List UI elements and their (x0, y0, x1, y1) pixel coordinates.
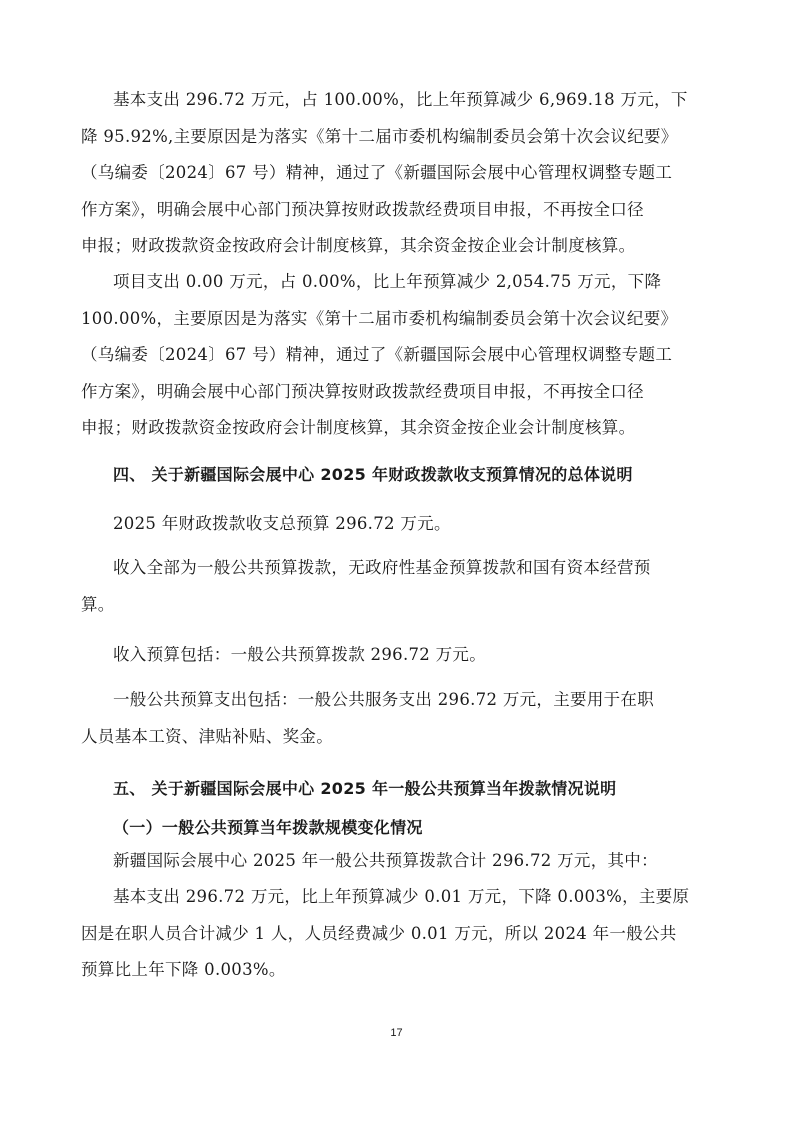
text-line: 基本支出 296.72 万元，占 100.00%，比上年预算减少 6,969.18 万元，下 (113, 90, 688, 109)
paragraph-general-expenditure (81, 682, 701, 755)
text-line: 作方案》，明确会展中心部门预决算按财政拨款经费项目申报，不再按全口径 (81, 199, 644, 219)
paragraph-basic-expenditure (81, 82, 701, 265)
text-line: 2025 年财政拨款收支总预算 296.72 万元。 (113, 514, 451, 533)
text-line: （乌编委〔2024〕67 号）精神，通过了《新疆国际会展中心管理权调整专题工 (81, 163, 673, 182)
paragraph-income-budget (113, 637, 701, 674)
paragraph-total-budget (113, 506, 701, 543)
page-number: 17 (390, 1027, 403, 1039)
text-line: 预算比上年下降 0.003%。 (81, 960, 286, 979)
text-line: 一般公共预算支出包括：一般公共服务支出 296.72 万元，主要用于在职 (113, 690, 655, 709)
text-line: 项目支出 0.00 万元，占 0.00%，比上年预算减少 2,054.75 万元，下降 (113, 272, 662, 291)
text-line: 降 95.92%,主要原因是为落实《第十二届市委机构编制委员会第十次会议纪要》 (81, 126, 678, 146)
text-line: 人员基本工资、津贴补贴、奖金。 (81, 726, 333, 746)
text-line: 收入全部为一般公共预算拨款，无政府性基金预算拨款和国有资本经营预 (113, 558, 651, 577)
text-line: 基本支出 296.72 万元，比上年预算减少 0.01 万元，下降 0.003%，主要原 (113, 887, 690, 906)
text-line: 因是在职人员合计减少 1 人，人员经费减少 0.01 万元，所以 2024 年一般公共 (81, 923, 677, 943)
text-line: 收入预算包括：一般公共预算拨款 296.72 万元。 (113, 645, 487, 664)
text-line: 算。 (81, 594, 115, 614)
paragraph-general-budget-total (113, 843, 701, 880)
paragraph-income-composition (81, 550, 701, 623)
section-heading-4: 四、 关于新疆国际会展中心 2025 年财政拨款收支预算情况的总体说明 (113, 465, 633, 484)
text-line: 申报；财政拨款资金按政府会计制度核算，其余资金按企业会计制度核算。 (81, 418, 636, 437)
text-line: 作方案》，明确会展中心部门预决算按财政拨款经费项目申报，不再按全口径 (81, 381, 644, 401)
text-line: 100.00%，主要原因是为落实《第十二届市委机构编制委员会第十次会议纪要》 (81, 308, 678, 328)
paragraph-project-expenditure (81, 264, 701, 447)
subsection-heading-1: （一）一般公共预算当年拨款规模变化情况 (113, 818, 423, 837)
text-line: 新疆国际会展中心 2025 年一般公共预算拨款合计 296.72 万元，其中： (113, 851, 658, 870)
text-line: 申报；财政拨款资金按政府会计制度核算，其余资金按企业会计制度核算。 (81, 236, 636, 255)
text-line: （乌编委〔2024〕67 号）精神，通过了《新疆国际会展中心管理权调整专题工 (81, 345, 673, 364)
section-heading-5: 五、 关于新疆国际会展中心 2025 年一般公共预算当年拨款情况说明 (113, 779, 617, 798)
paragraph-basic-expenditure-change (81, 879, 701, 989)
